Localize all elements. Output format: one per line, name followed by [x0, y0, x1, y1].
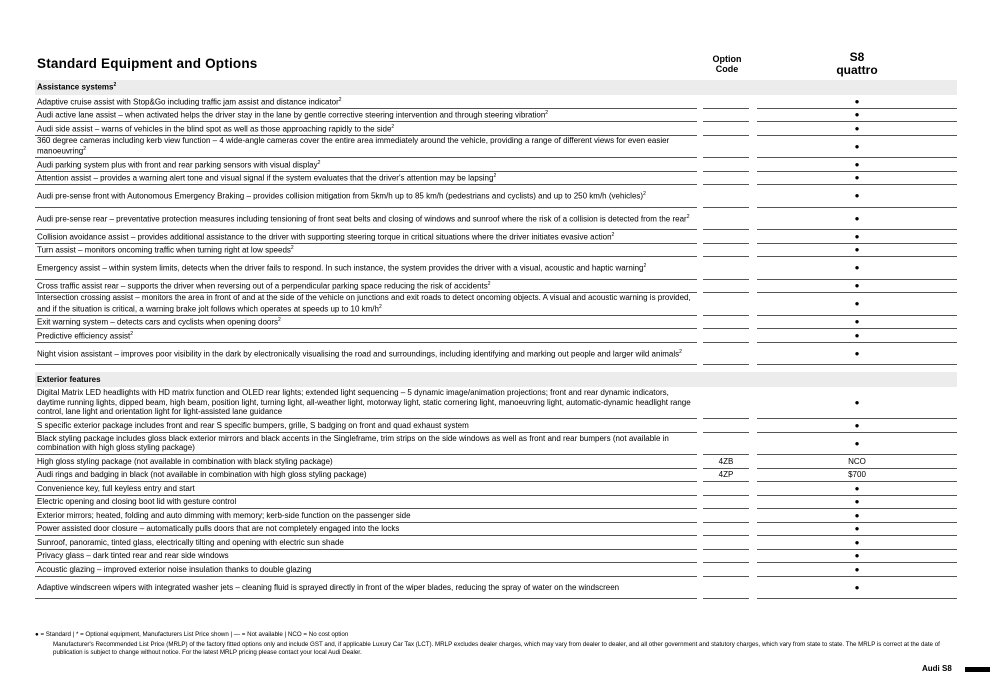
- item-option-code: [703, 95, 749, 109]
- item-availability: $700: [757, 468, 957, 482]
- item-footnote-ref: 2: [686, 213, 690, 220]
- item-description: [35, 549, 697, 563]
- table-row: [35, 293, 957, 316]
- item-availability: ●: [757, 293, 957, 316]
- table-row: [35, 563, 957, 577]
- item-availability: ●: [757, 482, 957, 496]
- item-footnote-ref: 2: [643, 263, 647, 270]
- item-availability: ●: [757, 536, 957, 550]
- item-availability: ●: [757, 342, 957, 365]
- table-row: [35, 549, 957, 563]
- item-availability: ●: [757, 563, 957, 577]
- item-option-code: [703, 279, 749, 293]
- item-footnote-ref: 2: [391, 123, 395, 130]
- table-row: [35, 432, 957, 455]
- column-gap: [749, 482, 757, 496]
- table-row: [35, 279, 957, 293]
- item-description-text: Emergency assist – within system limits, detects when the driver fails to respond. In such instance, the system provides the driver with a visual, acoustic and haptic warning: [37, 263, 644, 273]
- item-availability: NCO: [757, 455, 957, 469]
- column-gap: [749, 342, 757, 365]
- item-description-text: Collision avoidance assist – provides additional assistance to the driver with supporting steering torque in critical situations where the driver initiates evasive action: [37, 232, 612, 242]
- item-footnote-ref: 2: [611, 231, 615, 238]
- item-availability: ●: [757, 387, 957, 419]
- column-gap: [749, 122, 757, 136]
- table-row: [35, 122, 957, 136]
- item-description-text: Sunroof, panoramic, tinted glass, electrically tilting and opening with electric sun shade: [37, 537, 344, 547]
- column-gap: [749, 495, 757, 509]
- model-header-line2: quattro: [836, 63, 878, 77]
- item-description-text: High gloss styling package (not available in combination with black styling package): [37, 456, 333, 466]
- item-description: [35, 95, 697, 109]
- table-row: [35, 522, 957, 536]
- section-title: [35, 80, 957, 95]
- item-option-code: [703, 563, 749, 577]
- column-gap: [749, 522, 757, 536]
- item-availability: ●: [757, 171, 957, 185]
- table-row: [35, 342, 957, 365]
- item-description: [35, 495, 697, 509]
- table-row: [35, 185, 957, 208]
- item-footnote-ref: 2: [130, 330, 134, 337]
- option-code-header-line1: Option: [712, 54, 742, 64]
- item-description: [35, 387, 697, 419]
- item-description-text: Power assisted door closure – automatically pulls doors that are not completely engaged into the locks: [37, 524, 400, 533]
- item-description-text: Exit warning system – detects cars and cyclists when opening doors: [37, 317, 279, 327]
- item-availability: ●: [757, 279, 957, 293]
- option-code-header-line2: Code: [715, 64, 739, 74]
- column-gap: [749, 135, 757, 158]
- item-description-text: S specific exterior package includes front and rear S specific bumpers, grille, S badging on front and quad exhaust system: [37, 420, 469, 430]
- item-description: [35, 158, 697, 172]
- item-footnote-ref: 2: [643, 191, 646, 198]
- table-row: [35, 455, 957, 469]
- item-description-text: Intersection crossing assist – monitors the area in front of and at the side of the vehicle on junctions and exit roads to detect oncoming objects. A visual and acoustic warning is provided, and if the situation is critical, a warning brake jolt follows which operates at speeds up to 10 km/h: [37, 293, 691, 314]
- item-description-text: Exterior mirrors; heated, folding and auto dimming with memory; kerb-side function on the passenger side: [37, 510, 411, 520]
- column-gap: [749, 509, 757, 523]
- item-option-code: [703, 122, 749, 136]
- item-option-code: [703, 522, 749, 536]
- item-description-text: Turn assist – monitors oncoming traffic when turning right at low speeds: [37, 245, 291, 255]
- item-option-code: [703, 135, 749, 158]
- item-availability: ●: [757, 230, 957, 244]
- table-row: [35, 329, 957, 343]
- item-description-text: Adaptive windscreen wipers with integrated washer jets – cleaning fluid is sprayed directly in front of the wiper blades, reducing the spray of water on the windscreen: [37, 582, 620, 592]
- footnote-legend: ● = Standard | * = Optional equipment, Manufacturers List Price shown | — = Not available | NCO = No cost option: [35, 631, 349, 638]
- item-description: [35, 342, 697, 365]
- section-title-text: Assistance systems: [37, 82, 114, 92]
- footnote: [35, 631, 960, 657]
- item-description-text: Adaptive cruise assist with Stop&Go including traffic jam assist and distance indicator: [37, 97, 339, 107]
- model-header-line1: S8: [849, 50, 865, 64]
- column-gap: [749, 95, 757, 109]
- column-gap: [749, 455, 757, 469]
- column-gap: [749, 576, 757, 599]
- item-availability: ●: [757, 185, 957, 208]
- item-footnote-ref: 2: [493, 173, 497, 180]
- item-footnote-ref: 2: [317, 159, 321, 166]
- item-footnote-ref: 2: [338, 96, 342, 103]
- item-option-code: [703, 387, 749, 419]
- item-description-text: Predictive efficiency assist: [37, 331, 131, 341]
- item-description: [35, 293, 697, 316]
- column-gap: [749, 293, 757, 316]
- table-row: [35, 257, 957, 280]
- item-description-text: Audi pre-sense rear – preventative protection measures including tensioning of front seat belts and closing of windows and sunroof where the risk of a collision is detected from the rear: [37, 214, 687, 224]
- item-availability: ●: [757, 122, 957, 136]
- table-row: [35, 243, 957, 257]
- item-description-text: Attention assist – provides a warning alert tone and visual signal if the system evaluates that the driver's attention may be lapsing: [37, 173, 494, 183]
- page-title: Standard Equipment and Options: [37, 56, 258, 71]
- item-description: [35, 563, 697, 577]
- item-description-text: Night vision assistant – improves poor visibility in the dark by electronically visualising the road and surroundings, including identifying and marking out people and larger wild animals: [37, 349, 680, 359]
- item-footnote-ref: 2: [487, 281, 491, 288]
- item-option-code: [703, 432, 749, 455]
- table-row: [35, 95, 957, 109]
- table-row: [35, 387, 957, 419]
- item-availability: ●: [757, 257, 957, 280]
- table-row: [35, 230, 957, 244]
- section-spacer: [35, 365, 957, 373]
- item-option-code: 4ZP: [703, 468, 749, 482]
- column-gap: [749, 536, 757, 550]
- page-marker-bar: [965, 667, 990, 672]
- item-description: [35, 536, 697, 550]
- section-header: [35, 80, 957, 95]
- column-gap: [749, 171, 757, 185]
- item-footnote-ref: 2: [290, 245, 294, 252]
- item-option-code: [703, 342, 749, 365]
- item-description-text: 360 degree cameras including kerb view function – 4 wide-angle cameras cover the entire area immediately around the vehicle, providing a range of different views for even easier manoeuvring: [37, 135, 670, 157]
- item-footnote-ref: 2: [545, 110, 549, 117]
- item-description: [35, 455, 697, 469]
- column-gap: [749, 563, 757, 577]
- item-availability: ●: [757, 207, 957, 230]
- page-label: Audi S8: [922, 664, 952, 673]
- item-footnote-ref: 2: [378, 303, 382, 310]
- item-option-code: 4ZB: [703, 455, 749, 469]
- column-gap: [749, 315, 757, 329]
- item-availability: ●: [757, 419, 957, 433]
- column-gap: [749, 158, 757, 172]
- model-header: [812, 51, 902, 77]
- equipment-table: [35, 80, 957, 599]
- table-row: [35, 482, 957, 496]
- column-gap: [749, 549, 757, 563]
- item-description: [35, 482, 697, 496]
- item-description: [35, 171, 697, 185]
- item-description: [35, 279, 697, 293]
- column-gap: [749, 432, 757, 455]
- item-description-text: Audi rings and badging in black (not available in combination with high gloss styling package): [37, 470, 367, 479]
- item-description-text: Electric opening and closing boot lid with gesture control: [37, 497, 237, 506]
- item-option-code: [703, 495, 749, 509]
- item-availability: ●: [757, 509, 957, 523]
- column-gap: [749, 419, 757, 433]
- item-description: [35, 419, 697, 433]
- column-gap: [749, 468, 757, 482]
- item-description-text: Audi active lane assist – when activated helps the driver stay in the lane by gentle corrective steering intervention and through steering vibration: [37, 110, 546, 120]
- table-row: [35, 315, 957, 329]
- column-gap: [749, 387, 757, 419]
- item-description: [35, 207, 697, 230]
- item-option-code: [703, 536, 749, 550]
- table-row: [35, 509, 957, 523]
- section-title-text: Exterior features: [37, 374, 101, 384]
- item-description: [35, 135, 697, 158]
- section-title: [35, 372, 957, 387]
- item-description-text: Acoustic glazing – improved exterior noise insulation thanks to double glazing: [37, 564, 312, 574]
- item-description: [35, 230, 697, 244]
- item-description-text: Audi pre-sense front with Autonomous Emergency Braking – provides collision mitigation from 5km/h up to 85 km/h (pedestrians and cyclists) and up to 250 km/h (vehicles): [37, 191, 644, 201]
- item-option-code: [703, 207, 749, 230]
- item-description: [35, 122, 697, 136]
- equipment-table-body: [35, 80, 957, 599]
- item-description-text: Convenience key, full keyless entry and start: [37, 483, 195, 493]
- item-footnote-ref: 2: [679, 348, 682, 355]
- column-gap: [749, 185, 757, 208]
- column-gap: [749, 279, 757, 293]
- column-gap: [749, 257, 757, 280]
- item-description-text: Cross traffic assist rear – supports the driver when reversing out of a perpendicular parking space reducing the risk of accidents: [37, 281, 488, 291]
- item-availability: ●: [757, 243, 957, 257]
- item-description: [35, 108, 697, 122]
- table-row: [35, 158, 957, 172]
- option-code-header: [703, 54, 751, 74]
- footnote-mrlp: Manufacturer's Recommended List Price (MRLP) of the factory fitted options only and include GST and, if applicable Luxury Car Tax (LCT). MRLP excludes dealer charges, which may vary from dealer to dealer, and all other government and statutory charges, which vary from state to state. The MRLP is correct at the date of publication is subject to change without notice. For the latest MRLP pricing please contact your local Audi Dealer.: [53, 641, 940, 656]
- item-description: [35, 243, 697, 257]
- column-gap: [749, 230, 757, 244]
- item-option-code: [703, 315, 749, 329]
- item-description-text: Digital Matrix LED headlights with HD matrix function and OLED rear lights; extended light sequencing – 5 dynamic image/animation projections; front and rear dynamic indicators, daytime running lights, dipped beam, high beam, position light, turning light, all-weather light, motorway light, static cornering light, manoeuvring light, automatic-dynamic headlight range control, lane light and orientation light for light-assisted lane guidance: [37, 388, 691, 417]
- item-availability: ●: [757, 95, 957, 109]
- item-description-text: Audi side assist – warns of vehicles in the blind spot as well as those approaching rapidly to the side: [37, 124, 392, 134]
- item-option-code: [703, 185, 749, 208]
- item-availability: ●: [757, 108, 957, 122]
- section-title-footnote: 2: [113, 82, 117, 89]
- item-description: [35, 315, 697, 329]
- item-footnote-ref: 2: [83, 146, 87, 153]
- item-option-code: [703, 158, 749, 172]
- table-row: [35, 108, 957, 122]
- column-gap: [749, 207, 757, 230]
- table-row: [35, 576, 957, 599]
- item-option-code: [703, 293, 749, 316]
- item-option-code: [703, 171, 749, 185]
- item-option-code: [703, 257, 749, 280]
- table-row: [35, 536, 957, 550]
- section-header: [35, 372, 957, 387]
- column-gap: [749, 329, 757, 343]
- item-description: [35, 576, 697, 599]
- item-availability: ●: [757, 576, 957, 599]
- item-option-code: [703, 419, 749, 433]
- item-availability: ●: [757, 495, 957, 509]
- item-description: [35, 257, 697, 280]
- item-availability: ●: [757, 432, 957, 455]
- column-gap: [749, 243, 757, 257]
- item-availability: ●: [757, 315, 957, 329]
- table-row: [35, 495, 957, 509]
- item-description-text: Audi parking system plus with front and rear parking sensors with visual display: [37, 160, 318, 170]
- item-availability: ●: [757, 135, 957, 158]
- item-availability: ●: [757, 549, 957, 563]
- table-row: [35, 171, 957, 185]
- column-gap: [749, 108, 757, 122]
- table-row: [35, 135, 957, 158]
- item-description: [35, 432, 697, 455]
- item-description: [35, 522, 697, 536]
- item-description: [35, 185, 697, 208]
- item-option-code: [703, 108, 749, 122]
- item-footnote-ref: 2: [278, 317, 281, 324]
- item-description: [35, 509, 697, 523]
- item-availability: ●: [757, 329, 957, 343]
- item-description-text: Black styling package includes gloss black exterior mirrors and black accents in the Singleframe, trim strips on the side windows as well as front and rear bumpers (not available in combination with high gloss styling package): [37, 433, 669, 453]
- item-option-code: [703, 230, 749, 244]
- item-option-code: [703, 329, 749, 343]
- table-row: [35, 468, 957, 482]
- item-availability: ●: [757, 522, 957, 536]
- table-row: [35, 207, 957, 230]
- item-description: [35, 329, 697, 343]
- item-option-code: [703, 243, 749, 257]
- item-option-code: [703, 549, 749, 563]
- table-row: [35, 419, 957, 433]
- item-option-code: [703, 509, 749, 523]
- item-description: [35, 468, 697, 482]
- item-option-code: [703, 576, 749, 599]
- item-availability: ●: [757, 158, 957, 172]
- item-description-text: Privacy glass – dark tinted rear and rear side windows: [37, 551, 229, 560]
- item-option-code: [703, 482, 749, 496]
